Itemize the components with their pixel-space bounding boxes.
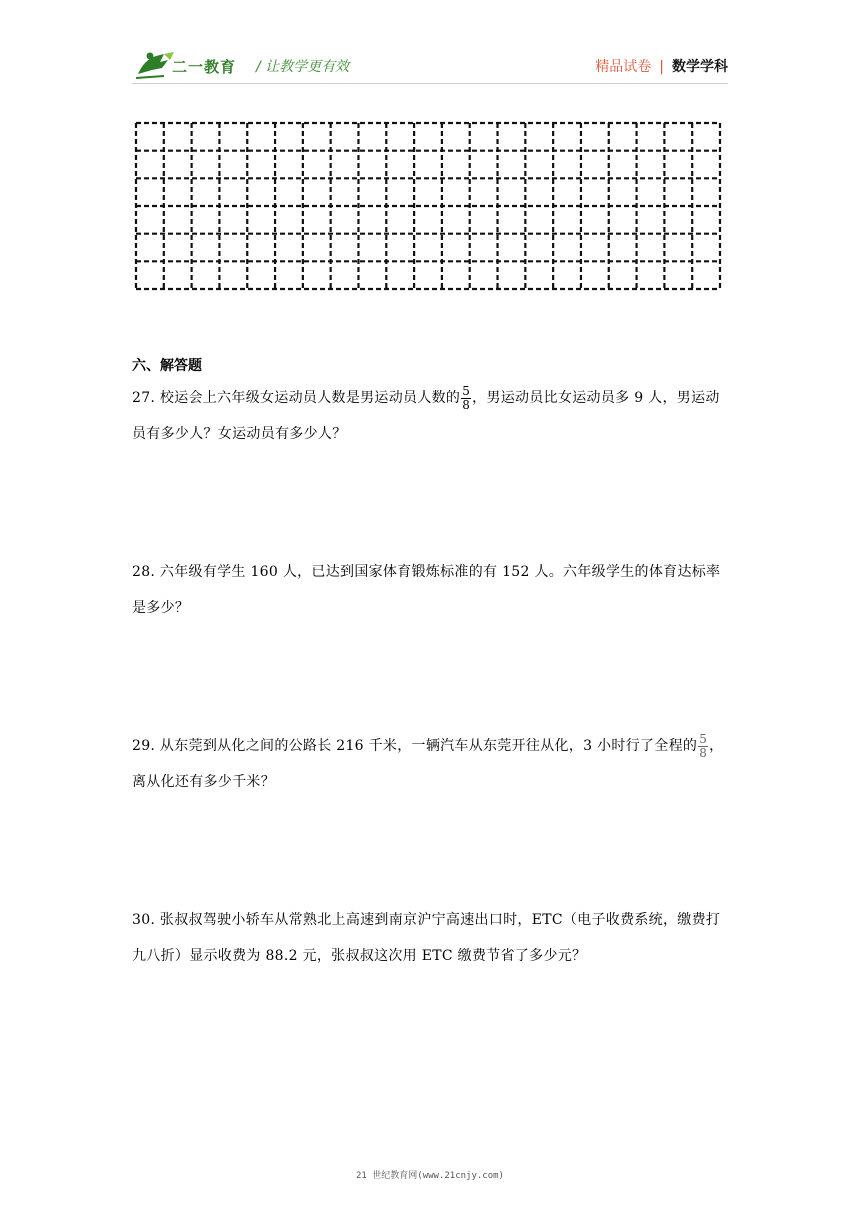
logo-text: 二一教育: [172, 58, 237, 76]
fraction: [461, 385, 471, 412]
question-28: 28. 六年级有学生 160 人，已达到国家体育锻炼标准的有 152 人。六年级学生的体育达标率是多少？: [132, 564, 721, 616]
header-label-subject: 数学学科: [672, 59, 728, 75]
fraction-numerator: 5: [699, 731, 708, 746]
header-divider: [132, 83, 728, 84]
header-slogan: / 让教学更有效: [256, 59, 350, 75]
dotted-grid: [133, 120, 725, 296]
question-27: [132, 380, 732, 452]
page-header: [0, 0, 860, 100]
fraction-denominator: 8: [462, 397, 471, 412]
question-29-text-a: 29. 从东莞到从化之间的公路长 216 千米，一辆汽车从东莞开往从化，3 小时行了全程的: [132, 738, 698, 754]
question-29: [132, 728, 732, 800]
section-title: 六、解答题: [132, 358, 202, 374]
fraction: [698, 733, 708, 760]
header-subject: [595, 56, 728, 76]
question-27-text-a: 27. 校运会上六年级女运动员人数是男运动员人数的: [132, 390, 461, 406]
question-29-text-b: ，离从化还有多少千米？: [132, 738, 724, 790]
question-27-text-b: ，男运动员比女运动员多 9 人，男运动员有多少人？女运动员有多少人？: [132, 390, 720, 442]
dotted-grid-svg: [133, 120, 725, 292]
page-footer: 21 世纪教育网(www.21cnjy.com): [356, 1171, 504, 1181]
fraction-numerator: 5: [462, 383, 471, 398]
header-label-premium: 精品试卷: [595, 59, 652, 75]
header-separator: |: [659, 59, 664, 75]
question-30: 30. 张叔叔驾驶小轿车从常熟北上高速到南京沪宁高速出口时，ETC（电子收费系统，缴费打九八折）显示收费为 88.2 元，张叔叔这次用 ETC 缴费节省了多少元？: [132, 912, 721, 964]
fraction-denominator: 8: [699, 745, 708, 760]
